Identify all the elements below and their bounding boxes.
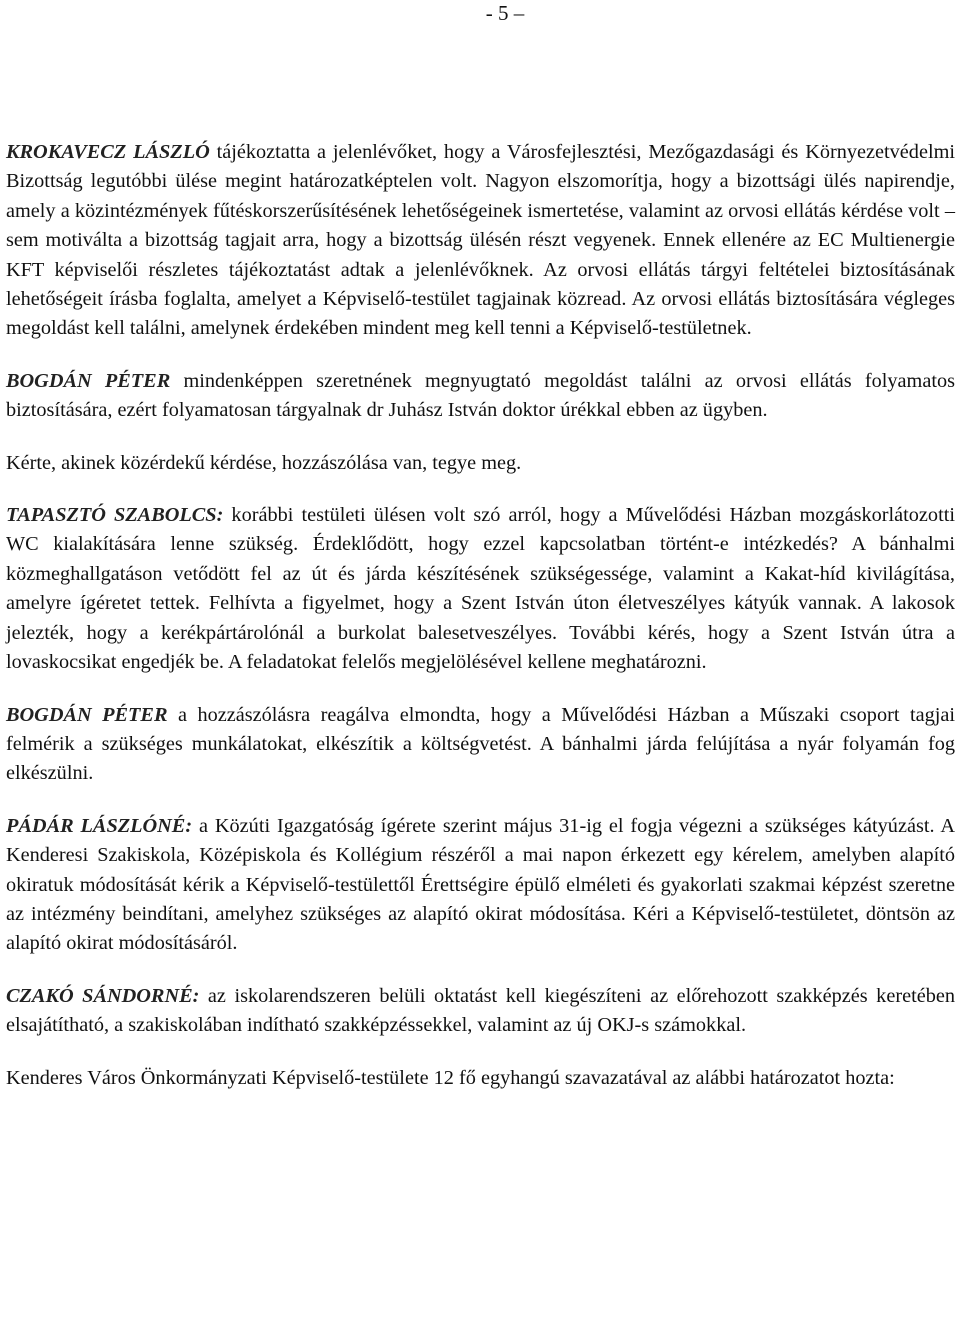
page-number: - 5 – bbox=[485, 1, 525, 25]
speaker-name: BOGDÁN PÉTER bbox=[6, 703, 168, 726]
paragraph-bogdan-2 bbox=[6, 701, 955, 789]
paragraph-text: a hozzászólásra reagálva elmondta, hogy a Művelődési Házban a Műszaki csoport tagjai felmérik a szükséges munkálatokat, elkészítik a költségvetést. A bánhalmi járda felújítása a nyár folyamán fog elkészülni. bbox=[6, 703, 956, 785]
paragraph-text: Kérte, akinek közérdekű kérdése, hozzászólása van, tegye meg. bbox=[6, 451, 522, 474]
speaker-name: CZAKÓ SÁNDORNÉ: bbox=[6, 984, 200, 1007]
paragraph-text: Kenderes Város Önkormányzati Képviselő-testülete 12 fő egyhangú szavazatával az alábbi határozatot hozta: bbox=[6, 1066, 895, 1089]
speaker-name: TAPASZTÓ SZABOLCS: bbox=[6, 504, 224, 527]
paragraph-czako bbox=[6, 982, 955, 1041]
paragraph-krokavecz bbox=[6, 138, 955, 344]
paragraph-tapaszto bbox=[6, 501, 955, 677]
speaker-name: KROKAVECZ LÁSZLÓ bbox=[6, 141, 210, 163]
document-body bbox=[6, 138, 955, 1093]
paragraph-resolution-intro bbox=[6, 1064, 955, 1093]
speaker-name: BOGDÁN PÉTER bbox=[6, 369, 171, 392]
paragraph-padar bbox=[6, 812, 955, 959]
paragraph-request bbox=[6, 449, 955, 478]
paragraph-text: tájékoztatta a jelenlévőket, hogy a Városfejlesztési, Mezőgazdasági és Környezetvédelmi Bizottság legutóbbi ülése megint határozatképtelen volt. Nagyon elszomorítja, hogy a bizottsági ülés napirendje, amely a közintézmények fűtéskorszerűsítésének lehetőségeinek ismertetése, valamint az orvosi ellátás kérdése volt – sem motiválta a bizottság tagjait arra, hogy a bizottság ülésén részt vegyenek. Ennek ellenére az EC Multienergie KFT képviselői részletes tájékoztatást adtak a jelenlévőknek. Az orvosi ellátás tárgyi feltételei biztosításának lehetőségeit írásba foglalta, amelyet a Képviselő-testület tagjainak közread. Az orvosi ellátás biztosítására végleges megoldást kell találni, amelynek érdekében mindent meg kell tenni a Képviselő-testületnek. bbox=[6, 141, 955, 340]
paragraph-text: korábbi testületi ülésen volt szó arról, hogy a Művelődési Házban mozgáskorlátozotti WC kialakítására lenne szükség. Érdeklődött, hogy ezzel kapcsolatban történt-e intézkedés? A bánhalmi közmeghallgatáson vetődött fel az út és járda készítésének szükségessége, valamint a Kakat-híd kivilágítása, amelyre ígéretet tettek. Felhívta a figyelmet, hogy a Szent István úton életveszélyes kátyúk vannak. A lakosok jelezték, hogy a kerékpártárolónál a burkolat balesetveszélyes. További kérés, hogy a Szent István útra a lovaskocsikat engedjék be. A feladatokat felelős megjelölésével kellene meghatározni. bbox=[6, 504, 955, 674]
paragraph-bogdan-1 bbox=[6, 367, 955, 426]
paragraph-text: az iskolarendszeren belüli oktatást kell kiegészíteni az előrehozott szakképzés keretében elsajátítható, a szakiskolában indítható szakképzéssekkel, valamint az új OKJ-s számokkal. bbox=[6, 984, 955, 1037]
paragraph-text: mindenképpen szeretnének megnyugtató megoldást találni az orvosi ellátás folyamatos biztosítására, ezért folyamatosan tárgyalnak dr Juhász István doktor úrékkal ebben az ügyben. bbox=[6, 369, 955, 422]
speaker-name: PÁDÁR LÁSZLÓNÉ: bbox=[6, 814, 193, 837]
paragraph-text: a Közúti Igazgatóság ígérete szerint május 31-ig el fogja végezni a szükséges kátyúzást. A Kenderesi Szakiskola, Középiskola és Kollégium részéről a mai napon érkezett egy kérelem, amelyben alapító okiratuk módosítását kérik a Képviselő-testülettől Érettségire épülő elméleti és gyakorlati szakmai képzést szeretne az intézmény beindítani, amelyhez szükséges az alapító okirat módosítása. Kéri a Képviselő-testületet, döntsön az alapító okirat módosításáról. bbox=[6, 814, 955, 955]
